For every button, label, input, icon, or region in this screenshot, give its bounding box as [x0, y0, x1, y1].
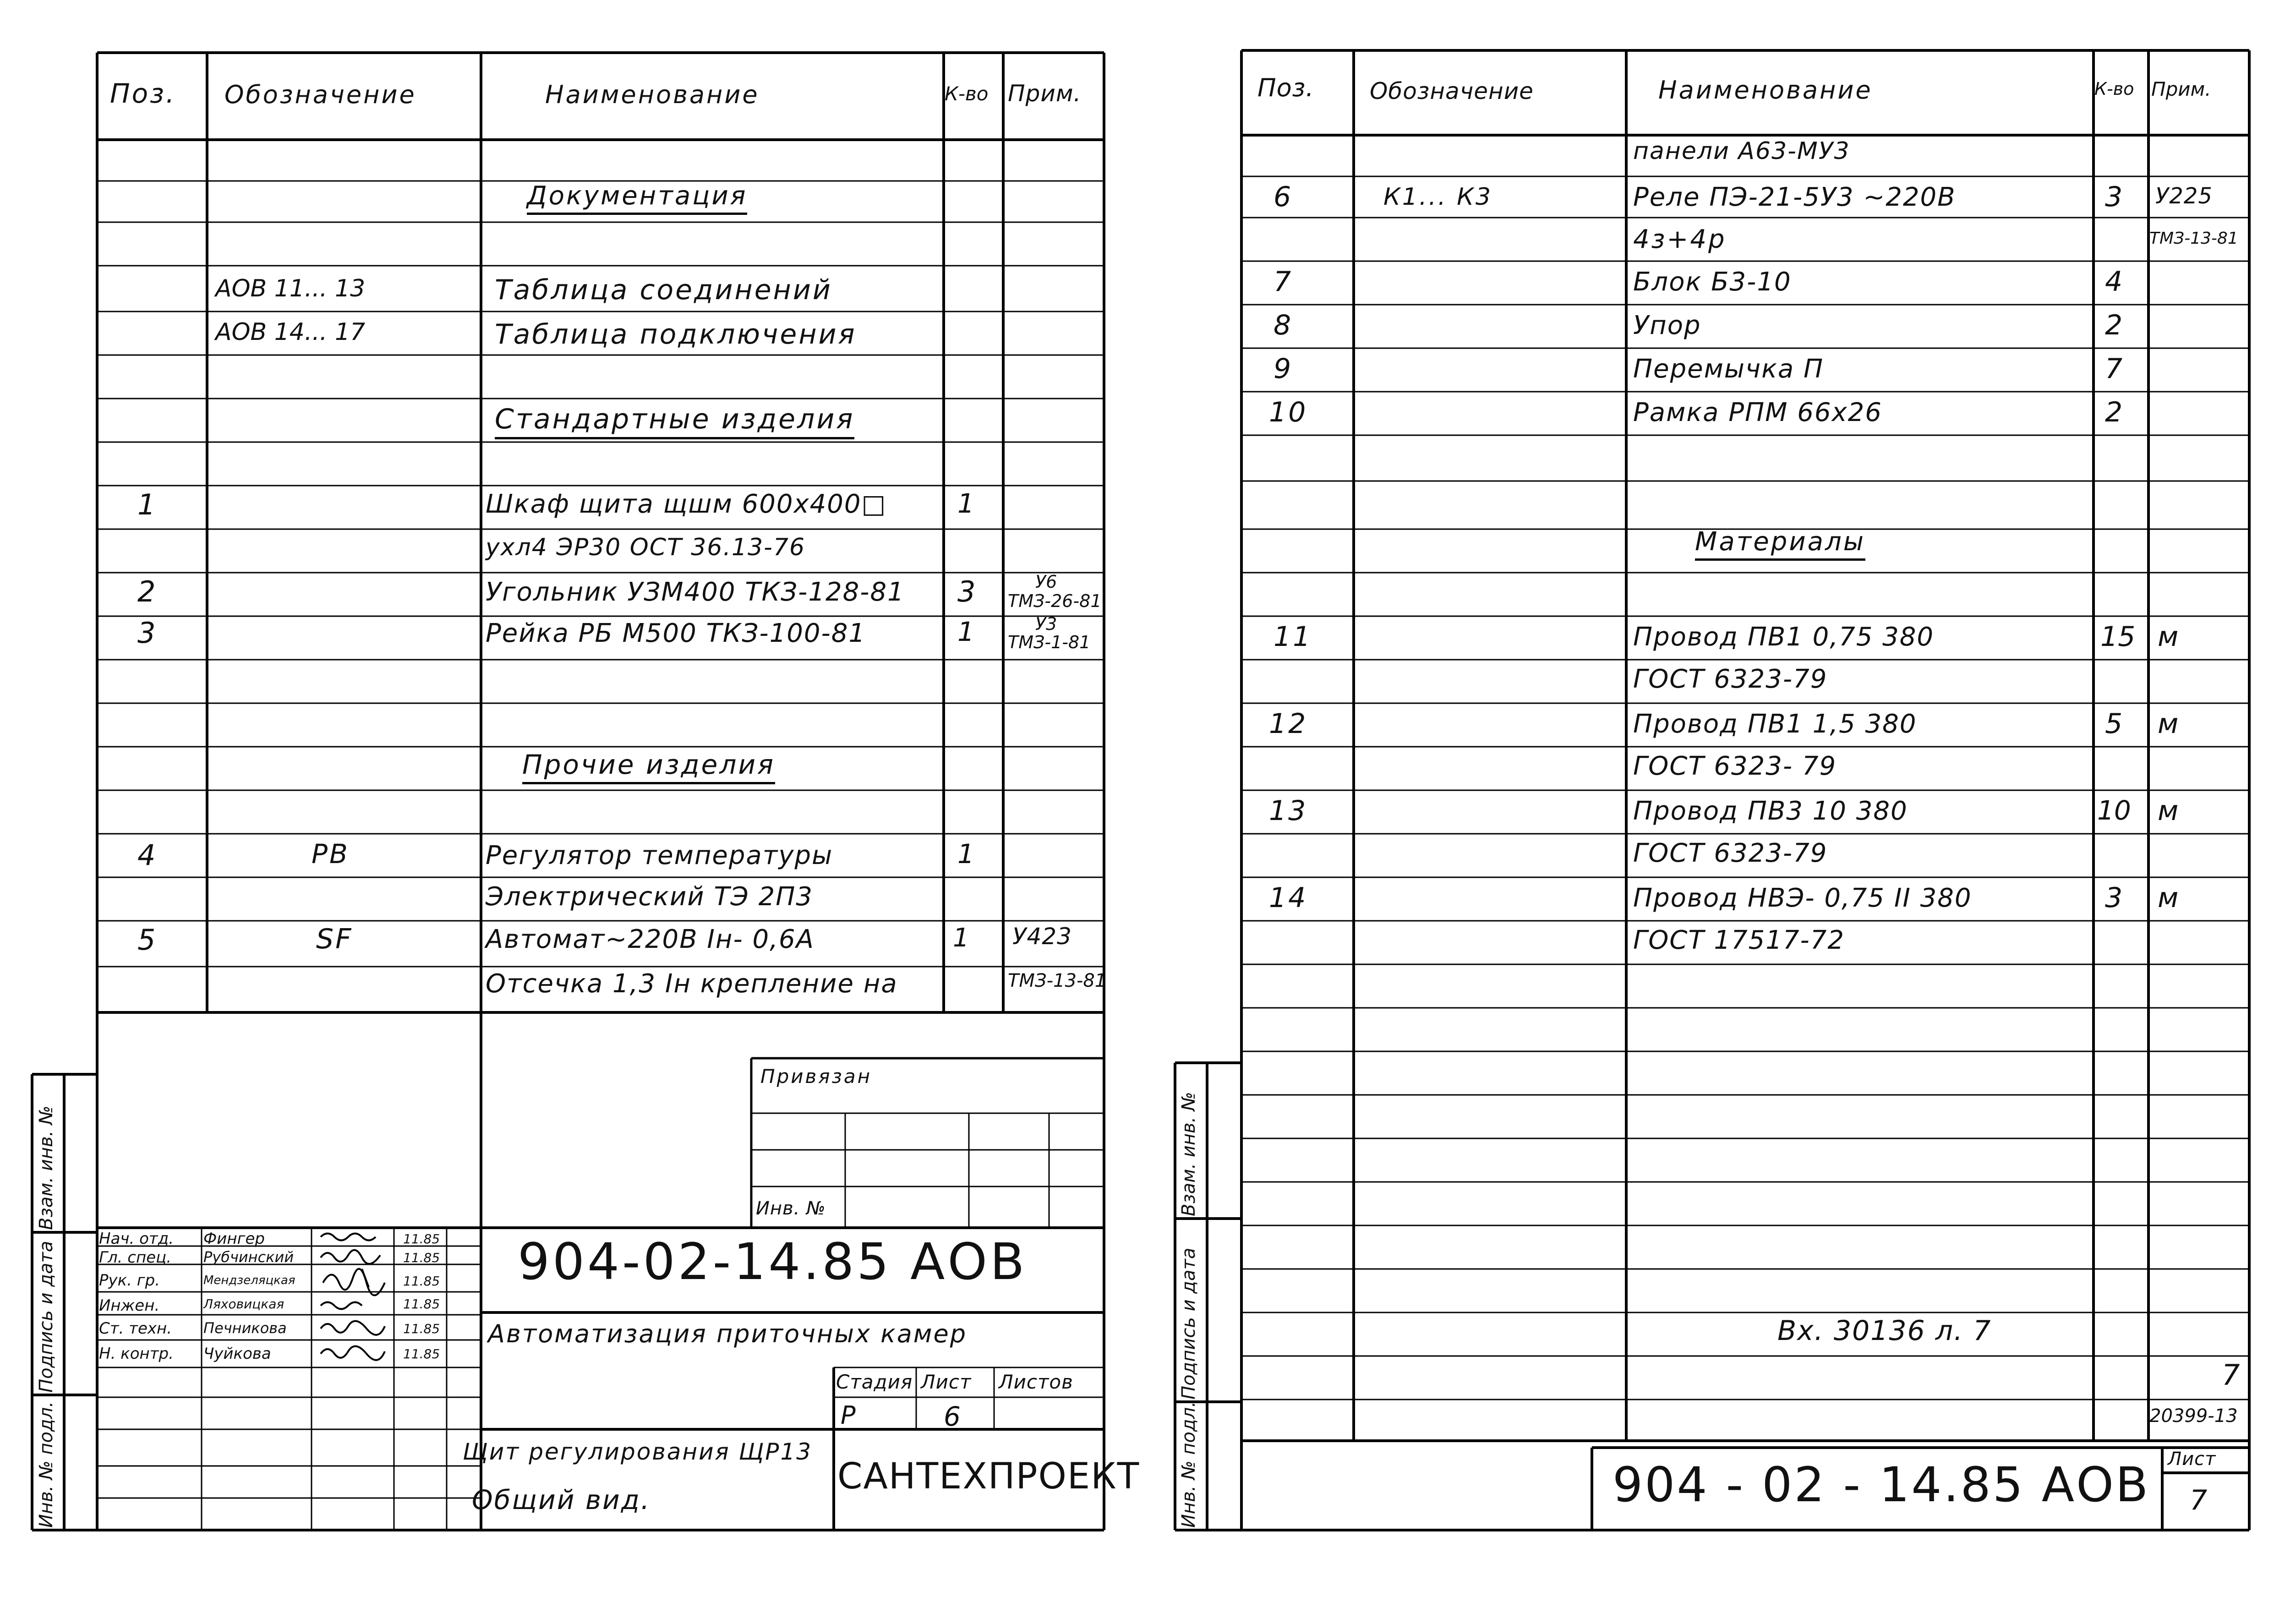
left-row-oboz: АОВ 14... 17 [215, 318, 366, 346]
left-row-poz: 4 [137, 838, 158, 872]
staff-role: Нач. отд. [99, 1230, 174, 1248]
left-row-poz: 2 [137, 575, 158, 608]
right-row-name: Перемычка П [1633, 354, 1824, 384]
left-row-name: Автомат~220В Iн- 0,6А [486, 924, 815, 954]
left-row-prim: ТМЗ-13-81 [1008, 970, 1107, 991]
left-row-prim: У6 [1035, 572, 1057, 592]
right-row-oboz: К1... К3 [1383, 183, 1493, 211]
staff-role: Гл. спец. [99, 1248, 172, 1267]
left-row-oboz: АОВ 11... 13 [215, 275, 366, 302]
left-header-oboznachenie: Обозначение [224, 80, 416, 109]
right-row-prim: м [2158, 795, 2181, 827]
left-row-prim2: ТМЗ-26-81 [1008, 591, 1102, 611]
left-row-poz: 5 [137, 923, 158, 957]
left-row-prim2: ТМЗ-1-81 [1008, 632, 1091, 652]
staff-name: Фингер [203, 1230, 265, 1248]
staff-role: Ст. техн. [99, 1319, 172, 1338]
right-row-kvo: 7 [2105, 353, 2125, 385]
right-row-name: Провод ПВ3 10 380 [1633, 796, 1908, 826]
drawing-title-1: Щит регулирования ЩР13 [463, 1438, 813, 1465]
sheet-value: 6 [944, 1401, 962, 1432]
archive-number: 20399-13 [2149, 1405, 2238, 1427]
right-row-prim: ТМЗ-13-81 [2149, 229, 2238, 248]
left-row-heading-other: Прочие изделия [522, 749, 775, 784]
right-row-heading-materials: Материалы [1695, 527, 1865, 561]
left-row-poz: 1 [137, 488, 158, 521]
staff-role: Инжен. [99, 1296, 160, 1315]
right-row-poz: 6 [1274, 181, 1293, 213]
left-row-name: Рейка РБ М500 ТКЗ-100-81 [486, 618, 866, 648]
staff-name: Чуйкова [203, 1345, 271, 1363]
left-row-heading-standard: Стандартные изделия [495, 403, 854, 439]
right-header-poz: Поз. [1257, 73, 1314, 102]
left-row-name: Электрический ТЭ 2П3 [486, 882, 813, 912]
right-row-poz: 10 [1269, 396, 1308, 428]
side-label-inv-right: Инв. № подл. [1178, 1401, 1199, 1528]
drawing-title-2: Общий вид. [472, 1484, 651, 1515]
right-row-name: Реле ПЭ-21-5У3 ~220В [1633, 182, 1956, 212]
stage-label: Стадия [836, 1371, 913, 1393]
right-row-poz: 14 [1269, 882, 1308, 914]
right-header-oboznachenie: Обозначение [1370, 78, 1534, 104]
right-row-poz: 8 [1274, 309, 1293, 341]
right-row-prim: м [2158, 621, 2181, 653]
left-header-kvo: К-во [945, 82, 989, 105]
inv-no-label: Инв. № [756, 1198, 826, 1219]
sheet-label: Лист [921, 1371, 972, 1393]
right-row-poz: 13 [1269, 795, 1308, 827]
staff-name: Печникова [203, 1319, 287, 1337]
right-row-kvo: 15 [2100, 621, 2136, 653]
right-row-name: ГОСТ 6323- 79 [1633, 751, 1837, 781]
left-row-prim: У423 [1012, 923, 1072, 950]
right-header-naimenovanie: Наименование [1658, 76, 1873, 104]
right-row-name: Провод ПВ1 1,5 380 [1633, 709, 1917, 739]
right-row-prim: м [2158, 708, 2181, 740]
right-row-name: Провод НВЭ- 0,75 II 380 [1633, 883, 1972, 913]
side-label-inv: Инв. № подл. [36, 1401, 57, 1528]
left-row-kvo: 1 [957, 838, 976, 869]
side-label-vzam-right: Взам. инв. № [1178, 1092, 1199, 1216]
right-row-prim: м [2158, 882, 2181, 914]
staff-name: Мендзеляцкая [203, 1274, 295, 1287]
right-row-poz: 11 [1274, 621, 1312, 653]
right-row-kvo: 3 [2105, 882, 2125, 914]
right-row-name: ГОСТ 6323-79 [1633, 838, 1828, 868]
right-row-poz: 7 [1274, 266, 1293, 298]
right-row-kvo: 4 [2105, 266, 2125, 298]
stage-value: Р [841, 1401, 858, 1430]
right-row-poz: 9 [1274, 353, 1293, 385]
sheets-label: Листов [999, 1371, 1073, 1393]
side-label-podpis-right: Подпись и дата [1178, 1247, 1199, 1400]
left-row-kvo: 1 [957, 488, 976, 519]
right-row-name: Упор [1633, 311, 1701, 340]
left-row-kvo: 3 [957, 575, 978, 608]
left-doc-code: 904-02-14.85 АОВ [518, 1232, 1028, 1291]
incoming-annotation: Вх. 30136 л. 7 [1777, 1315, 1992, 1347]
staff-date: 11.85 [403, 1274, 440, 1289]
project-title: Автоматизация приточных камер [488, 1319, 968, 1348]
right-sheet-value: 7 [2190, 1484, 2209, 1516]
side-label-podpis: Подпись и дата [36, 1241, 57, 1393]
staff-date: 11.85 [403, 1346, 440, 1362]
right-row-name: Провод ПВ1 0,75 380 [1633, 622, 1935, 652]
left-row-heading-documentation: Документация [527, 181, 747, 215]
left-row-name: Регулятор температуры [486, 841, 833, 870]
left-row-name: Таблица подключения [495, 318, 857, 350]
right-row-name: Блок Б3-10 [1633, 267, 1792, 297]
left-header-naimenovanie: Наименование [545, 80, 760, 109]
left-row-oboz: РВ [312, 838, 350, 869]
right-sheet-label: Лист [2168, 1449, 2216, 1470]
staff-date: 11.85 [403, 1296, 440, 1312]
staff-role: Рук. гр. [99, 1271, 160, 1290]
left-row-kvo: 1 [957, 616, 976, 647]
left-row-prim: У3 [1035, 614, 1057, 634]
right-row-kvo: 5 [2105, 708, 2125, 740]
staff-date: 11.85 [403, 1231, 440, 1247]
company-name: САНТЕХПРОЕКТ [837, 1456, 1140, 1497]
left-row-name: Отсечка 1,3 Iн крепление на [486, 969, 898, 999]
right-header-kvo: К-во [2094, 79, 2134, 99]
left-row-name: ухл4 ЭР30 ОСТ 36.13-76 [486, 534, 806, 561]
left-row-name: Таблица соединений [495, 274, 832, 306]
corner-sheet-number: 7 [2222, 1358, 2242, 1392]
staff-name: Ляховицкая [203, 1296, 284, 1312]
staff-name: Рубчинский [203, 1248, 294, 1266]
right-row-kvo: 2 [2105, 396, 2125, 428]
right-doc-code: 904 - 02 - 14.85 АОВ [1613, 1457, 2150, 1513]
right-row-name: ГОСТ 17517-72 [1633, 925, 1845, 955]
staff-role: Н. контр. [99, 1345, 174, 1363]
left-row-name: Шкаф щита щшм 600х400□ [486, 489, 887, 519]
right-row-name: Рамка РПМ 66х26 [1633, 398, 1882, 427]
staff-date: 11.85 [403, 1250, 440, 1265]
left-row-name: Угольник УЗМ400 ТКЗ-128-81 [486, 577, 905, 607]
right-row-name: 4з+4р [1633, 224, 1727, 254]
left-row-oboz: SF [316, 923, 353, 955]
right-row-kvo: 10 [2097, 795, 2131, 826]
left-header-prim: Прим. [1008, 80, 1082, 107]
staff-date: 11.85 [403, 1321, 440, 1336]
right-row-kvo: 3 [2105, 181, 2125, 213]
right-row-kvo: 2 [2105, 309, 2125, 341]
right-row-prim: У225 [2155, 183, 2213, 209]
right-row-poz: 12 [1269, 708, 1308, 740]
right-header-prim: Прим. [2151, 78, 2211, 100]
privyazan-label: Привязан [760, 1065, 872, 1088]
left-row-poz: 3 [137, 616, 158, 650]
right-row-name: ГОСТ 6323-79 [1633, 664, 1828, 694]
side-label-vzam: Взам. инв. № [36, 1105, 57, 1230]
left-row-kvo: 1 [953, 923, 971, 953]
left-header-poz: Поз. [110, 78, 176, 109]
right-row-name: панели А63-МУ3 [1633, 137, 1850, 165]
